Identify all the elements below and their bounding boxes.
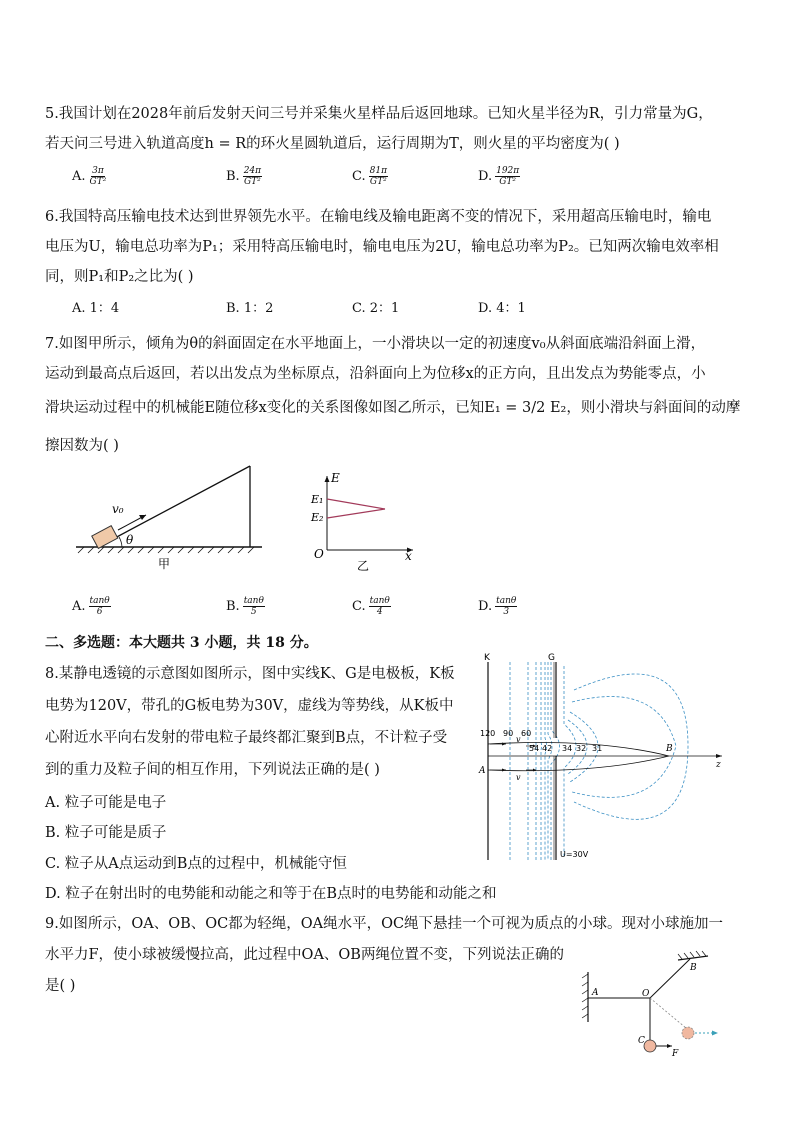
label-a: A (592, 988, 599, 998)
label-z: z (716, 760, 721, 770)
q8-line1: 8.某静电透镜的示意图如图所示，图中实线K、G是电极板，K板 (45, 666, 455, 682)
q8-option-d: D. 粒子在射出时的电势能和动能之和等于在B点时的电势能和动能之和 (45, 886, 497, 902)
label-v-lower: v (516, 773, 521, 782)
q7-option-c: C. $\frac{\tan\theta}{4}$ (352, 596, 390, 617)
label-v0: v₀ (112, 502, 124, 516)
potential-120: 120 (480, 729, 496, 738)
q8-option-a: A. 粒子可能是电子 (45, 795, 167, 811)
trajectory-lower (488, 756, 669, 771)
q8-line4: 到的重力及粒子间的相互作用，下列说法正确的是( ) (45, 762, 380, 778)
label-e: E (331, 471, 340, 485)
label-u: U=30V (560, 850, 589, 859)
label-c: C (638, 1036, 645, 1046)
q7-option-b: B. $\frac{\tan\theta}{5}$ (226, 596, 264, 617)
figure-energy-graph (305, 470, 425, 575)
q5-option-b: B. $\frac{24\pi}{\text{GT²}}$ (226, 166, 262, 187)
label-x: x (405, 549, 412, 563)
q5-option-c: C. $\frac{81\pi}{\text{GT²}}$ (352, 166, 387, 187)
q6-option-a: A. 1：4 (72, 301, 120, 316)
ball (644, 1040, 656, 1052)
q5-option-a: A. $\frac{3\pi}{\text{GT²}}$ (72, 166, 107, 187)
q7-option-a: A. $\frac{\tan\theta}{6}$ (72, 596, 110, 617)
figure-electrostatic-lens (476, 650, 734, 864)
q7-line2: 运动到最高点后返回，若以出发点为坐标原点，沿斜面向上为位移x的正方向，且出发点为势能零点，小 (45, 366, 706, 382)
q5-line2: 若天问三号进入轨道高度h = R的环火星圆轨道后，运行周期为T，则火星的平均密度为( ) (45, 136, 620, 152)
q7-line4: 擦因数为( ) (45, 438, 119, 454)
potential-32: 32 (576, 744, 587, 753)
q9-line2: 水平力F，使小球被缓慢拉高，此过程中OA、OB两绳位置不变，下列说法正确的 (45, 947, 564, 963)
q5-line1: 5.我国计划在2028年前后发射天问三号并采集火星样品后返回地球。已知火星半径为R，引力常量为G， (45, 106, 713, 122)
q8-line2: 电势为120V，带孔的G板电势为30V，虚线为等势线，从K板中 (45, 698, 454, 714)
label-g: G (548, 653, 555, 663)
potential-42: 42 (542, 744, 553, 753)
q6-option-d: D. 4：1 (478, 301, 526, 316)
q6-line3: 同，则P₁和P₂之比为( ) (45, 269, 194, 285)
label-e2: E₂ (311, 511, 324, 524)
potential-31: 31 (592, 744, 603, 753)
potential-54: 54 (529, 744, 540, 753)
figure-ropes (578, 950, 728, 1060)
q5-option-d: D. $\frac{192\pi}{\text{GT²}}$ (478, 166, 520, 187)
label-v-upper: v (516, 735, 521, 744)
q7-option-d: D. $\frac{\tan\theta}{3}$ (478, 596, 517, 617)
q6-option-c: C. 2：1 (352, 301, 400, 316)
q9-line1: 9.如图所示，OA、OB、OC都为轻绳，OA绳水平，OC绳下悬挂一个可视为质点的小球。现对小球施加一 (45, 916, 724, 932)
caption-yi: 乙 (357, 559, 370, 573)
potential-60: 60 (521, 729, 532, 738)
ceiling (678, 956, 708, 960)
q8-option-b: B. 粒子可能是质子 (45, 825, 167, 841)
graph-line-down (327, 509, 385, 518)
potential-34: 34 (562, 744, 573, 753)
label-a: A (479, 766, 486, 776)
q7-line3: 滑块运动过程中的机械能E随位移x变化的关系图像如图乙所示，已知E₁ = 3/2 E₂，则小滑块与斜面间的动摩 (45, 400, 741, 416)
label-f: F (672, 1049, 679, 1059)
q6-line1: 6.我国特高压输电技术达到世界领先水平。在输电线及输电距离不变的情况下，采用超高压输电时，输电 (45, 209, 712, 225)
label-b: B (690, 963, 697, 973)
label-o: O (642, 989, 650, 999)
rope-ob (650, 959, 690, 998)
q8-option-c: C. 粒子从A点运动到B点的过程中，机械能守恒 (45, 856, 347, 872)
section-multi-choice: 二、多选题：本大题共 3 小题，共 18 分。 (45, 635, 318, 651)
graph-line-up (327, 499, 385, 509)
label-e1: E₁ (311, 493, 324, 506)
sliding-block (92, 526, 118, 549)
q7-line1: 7.如图甲所示，倾角为θ的斜面固定在水平地面上，一小滑块以一定的初速度v₀从斜面底端沿斜面上滑， (45, 336, 706, 352)
equipotential-lines (510, 662, 688, 860)
q6-option-b: B. 1：2 (226, 301, 274, 316)
q8-line3: 心附近水平向右发射的带电粒子最终都汇聚到B点，不计粒子受 (45, 730, 448, 746)
ground-hatch (78, 547, 254, 553)
q6-line2: 电压为U，输电总功率为P₁；采用特高压输电时，输电电压为2U，输电总功率为P₂。已知两次输电效率相 (45, 239, 719, 255)
label-k: K (484, 653, 490, 663)
label-b: B (666, 744, 673, 754)
potential-90: 90 (503, 729, 514, 738)
q9-line3: 是( ) (45, 978, 76, 994)
label-o: O (314, 547, 324, 561)
rope-oc-raised (650, 998, 686, 1028)
caption-jia: 甲 (158, 557, 171, 571)
ball-raised (682, 1027, 694, 1039)
label-theta: θ (126, 533, 134, 547)
figure-incline (70, 462, 270, 572)
angle-arc (119, 537, 122, 547)
